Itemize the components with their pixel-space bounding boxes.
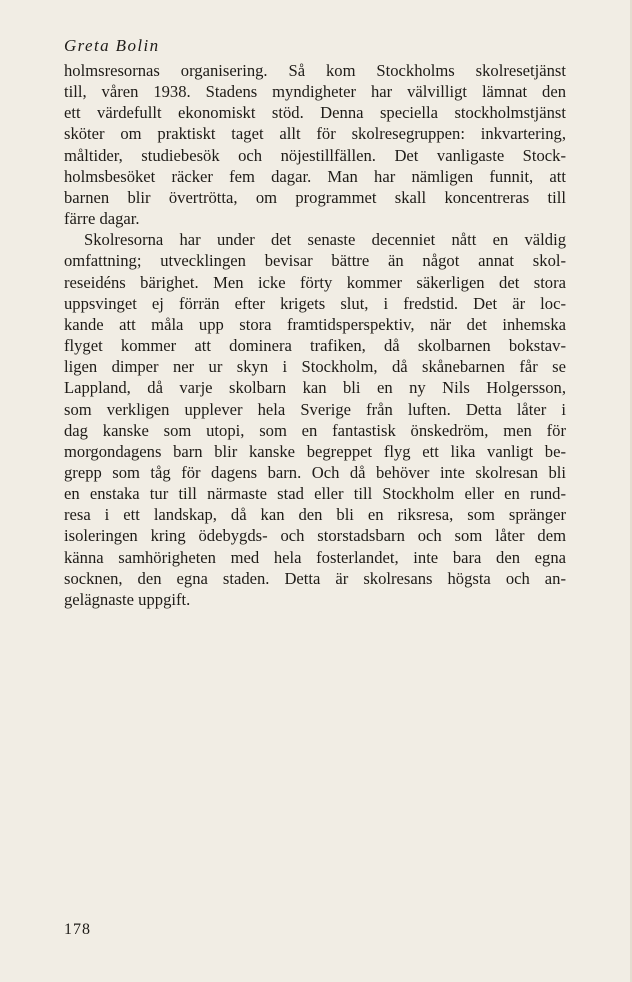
- text-line: sköter om praktiskt taget allt för skolresegruppen: inkvartering,: [64, 124, 566, 144]
- text-line: dag kanske som utopi, som en fantastisk önskedröm, men för: [64, 420, 566, 440]
- text-line: känna samhörigheten med hela fosterlandet, inte bara den egna: [64, 547, 566, 567]
- text-line: isoleringen kring ödebygds- och storstadsbarn och som låter dem: [64, 526, 566, 546]
- text-line: en enstaka tur till närmaste stad eller till Stockholm eller en rund-: [64, 484, 566, 504]
- text-line: grepp som tåg för dagens barn. Och då behöver inte skolresan bli: [64, 462, 566, 482]
- text-line: reseidéns bärighet. Men icke förty kommer säkerligen det stora: [64, 272, 566, 292]
- paragraph-1: [64, 60, 566, 229]
- text-line: ett värdefullt ekonomiskt stöd. Denna speciella stockholmstjänst: [64, 103, 566, 123]
- text-line: barnen blir övertrötta, om programmet skall koncentreras till: [64, 187, 566, 207]
- text-line: holmsresornas organisering. Så kom Stockholms skolresetjänst: [64, 61, 566, 80]
- text-line: morgondagens barn blir kanske begreppet flyg ett lika vanligt be-: [64, 441, 566, 461]
- text-line: resa i ett landskap, då kan den bli en riksresa, som spränger: [64, 505, 566, 525]
- text-line: måltider, studiebesök och nöjestillfällen. Det vanligaste Stock-: [64, 145, 566, 165]
- text-line: omfattning; utvecklingen bevisar bättre än något annat skol-: [64, 251, 566, 271]
- text-line: som verkligen upplever hela Sverige från luften. Detta låter i: [64, 399, 566, 419]
- running-header-author: Greta Bolin: [64, 36, 160, 55]
- text-line: holmsbesöket räcker fem dagar. Man har nämligen funnit, att: [64, 166, 566, 186]
- text-line: ligen dimper ner ur skyn i Stockholm, då skånebarnen får se: [64, 357, 566, 377]
- text-line: Lappland, då varje skolbarn kan bli en ny Nils Holgersson,: [64, 378, 566, 398]
- page-number: 178: [64, 921, 91, 938]
- body-text: [64, 60, 566, 610]
- text-line: flyget kommer att dominera trafiken, då skolbarnen bokstav-: [64, 336, 566, 356]
- text-line: uppsvinget ej förrän efter krigets slut, i fredstid. Det är loc-: [64, 293, 566, 313]
- text-line: socknen, den egna staden. Detta är skolresans högsta och an-: [64, 568, 566, 588]
- text-line: färre dagar.: [64, 209, 140, 229]
- text-line: till, våren 1938. Stadens myndigheter har välvilligt lämnat den: [64, 82, 566, 102]
- text-line: gelägnaste uppgift.: [64, 589, 191, 609]
- paragraph-2: [64, 229, 566, 610]
- text-line: kande att måla upp stora framtidsperspektiv, när det inhemska: [64, 314, 566, 334]
- text-line: Skolresorna har under det senaste decenniet nått en väldig: [84, 230, 566, 250]
